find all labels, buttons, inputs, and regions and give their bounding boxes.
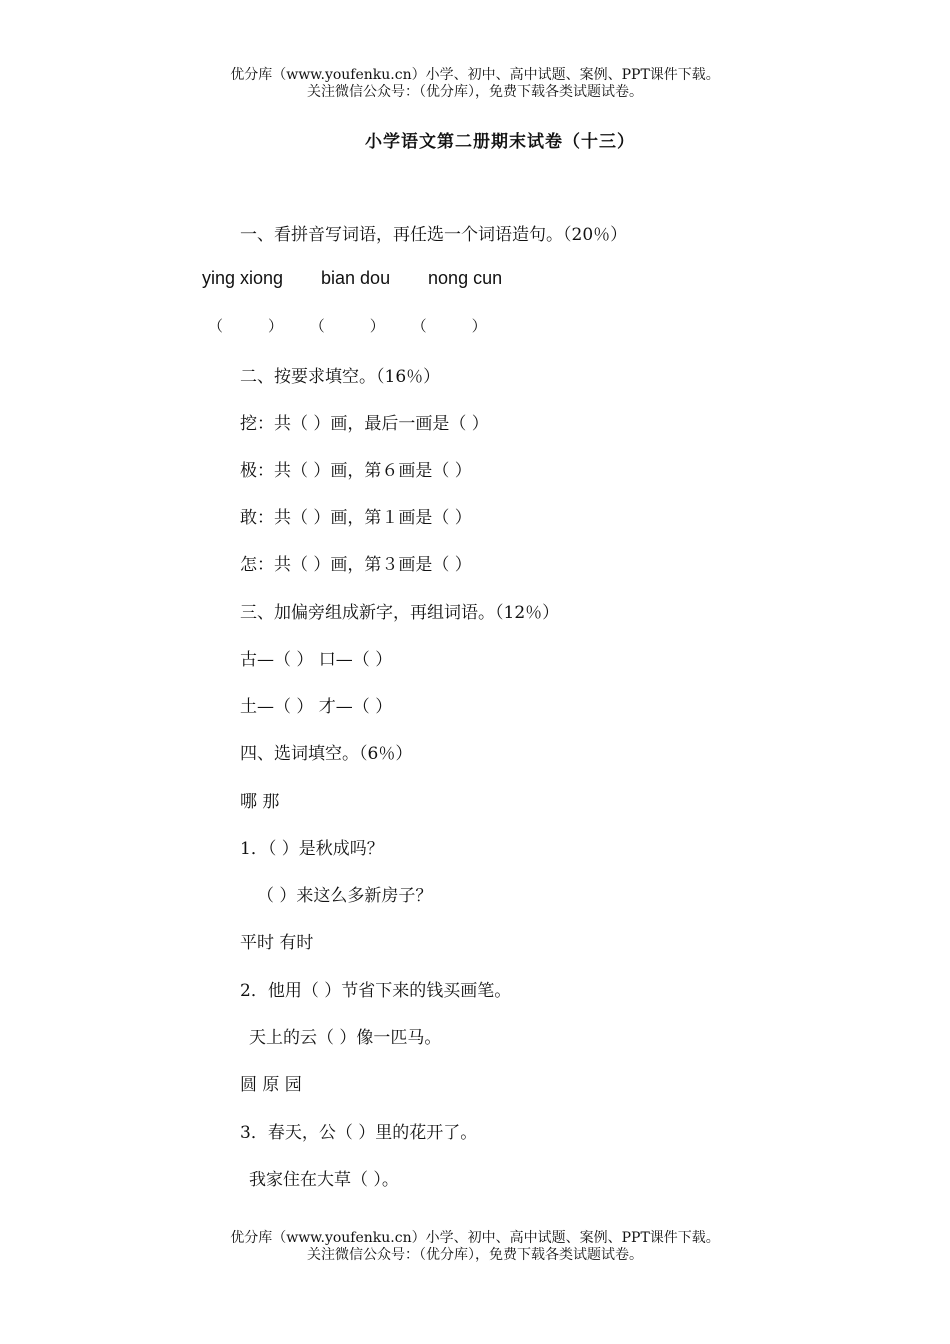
answer-blank-3: （ ） bbox=[411, 317, 487, 335]
pinyin-3: nong cun bbox=[428, 268, 503, 288]
section-4-heading: 四、选词填空。（6％） bbox=[240, 744, 413, 764]
page-title: 小学语文第二册期末试卷（十三） bbox=[365, 132, 635, 152]
question-3b: 我家住在大草（ ）。 bbox=[249, 1170, 399, 1190]
question-2b: 天上的云（ ）像一匹马。 bbox=[249, 1028, 442, 1048]
question-2a: 2．他用（ ）节省下来的钱买画笔。 bbox=[240, 981, 512, 1001]
section-3-item-1: 古—（ ） 口—（ ） bbox=[240, 650, 393, 670]
word-choices-2: 平时 有时 bbox=[240, 933, 314, 953]
question-3a: 3．春天，公（ ）里的花开了。 bbox=[240, 1123, 478, 1143]
footer-line-2: 关注微信公众号：（优分库），免费下载各类试题试卷。 bbox=[307, 1247, 643, 1263]
word-choices-1: 哪 那 bbox=[240, 792, 280, 812]
header-line-2: 关注微信公众号：（优分库），免费下载各类试题试卷。 bbox=[307, 84, 643, 100]
pinyin-1: ying xiong bbox=[202, 268, 284, 288]
answer-blank-2: （ ） bbox=[309, 317, 385, 335]
page-footer bbox=[0, 1230, 950, 1264]
section-2-item-2: 极：共（ ）画，第６画是（ ） bbox=[240, 461, 472, 481]
section-2-heading: 二、按要求填空。（16％） bbox=[240, 367, 441, 387]
section-3-heading: 三、加偏旁组成新字，再组词语。（12％） bbox=[240, 603, 560, 623]
section-3-item-2: 土—（ ） 才—（ ） bbox=[240, 697, 393, 717]
answer-blanks-row bbox=[208, 315, 487, 336]
section-2-item-1: 挖：共（ ）画，最后一画是（ ） bbox=[240, 414, 489, 434]
answer-blank-1: （ ） bbox=[208, 317, 284, 335]
pinyin-row bbox=[202, 268, 502, 289]
question-1a: 1．（ ）是秋成吗？ bbox=[240, 839, 384, 859]
header-line-1: 优分库（www.youfenku.cn）小学、初中、高中试题、案例、PPT课件下载。 bbox=[230, 67, 720, 83]
section-2-item-4: 怎：共（ ）画，第３画是（ ） bbox=[240, 555, 472, 575]
word-choices-3: 圆 原 园 bbox=[240, 1075, 302, 1095]
footer-line-1: 优分库（www.youfenku.cn）小学、初中、高中试题、案例、PPT课件下载。 bbox=[230, 1230, 720, 1246]
page-header bbox=[0, 67, 950, 101]
question-1b: （ ）来这么多新房子？ bbox=[257, 886, 433, 906]
pinyin-2: bian dou bbox=[321, 268, 391, 288]
section-1-heading: 一、看拼音写词语，再任选一个词语造句。（20％） bbox=[240, 225, 628, 245]
section-2-item-3: 敢：共（ ）画，第１画是（ ） bbox=[240, 508, 472, 528]
